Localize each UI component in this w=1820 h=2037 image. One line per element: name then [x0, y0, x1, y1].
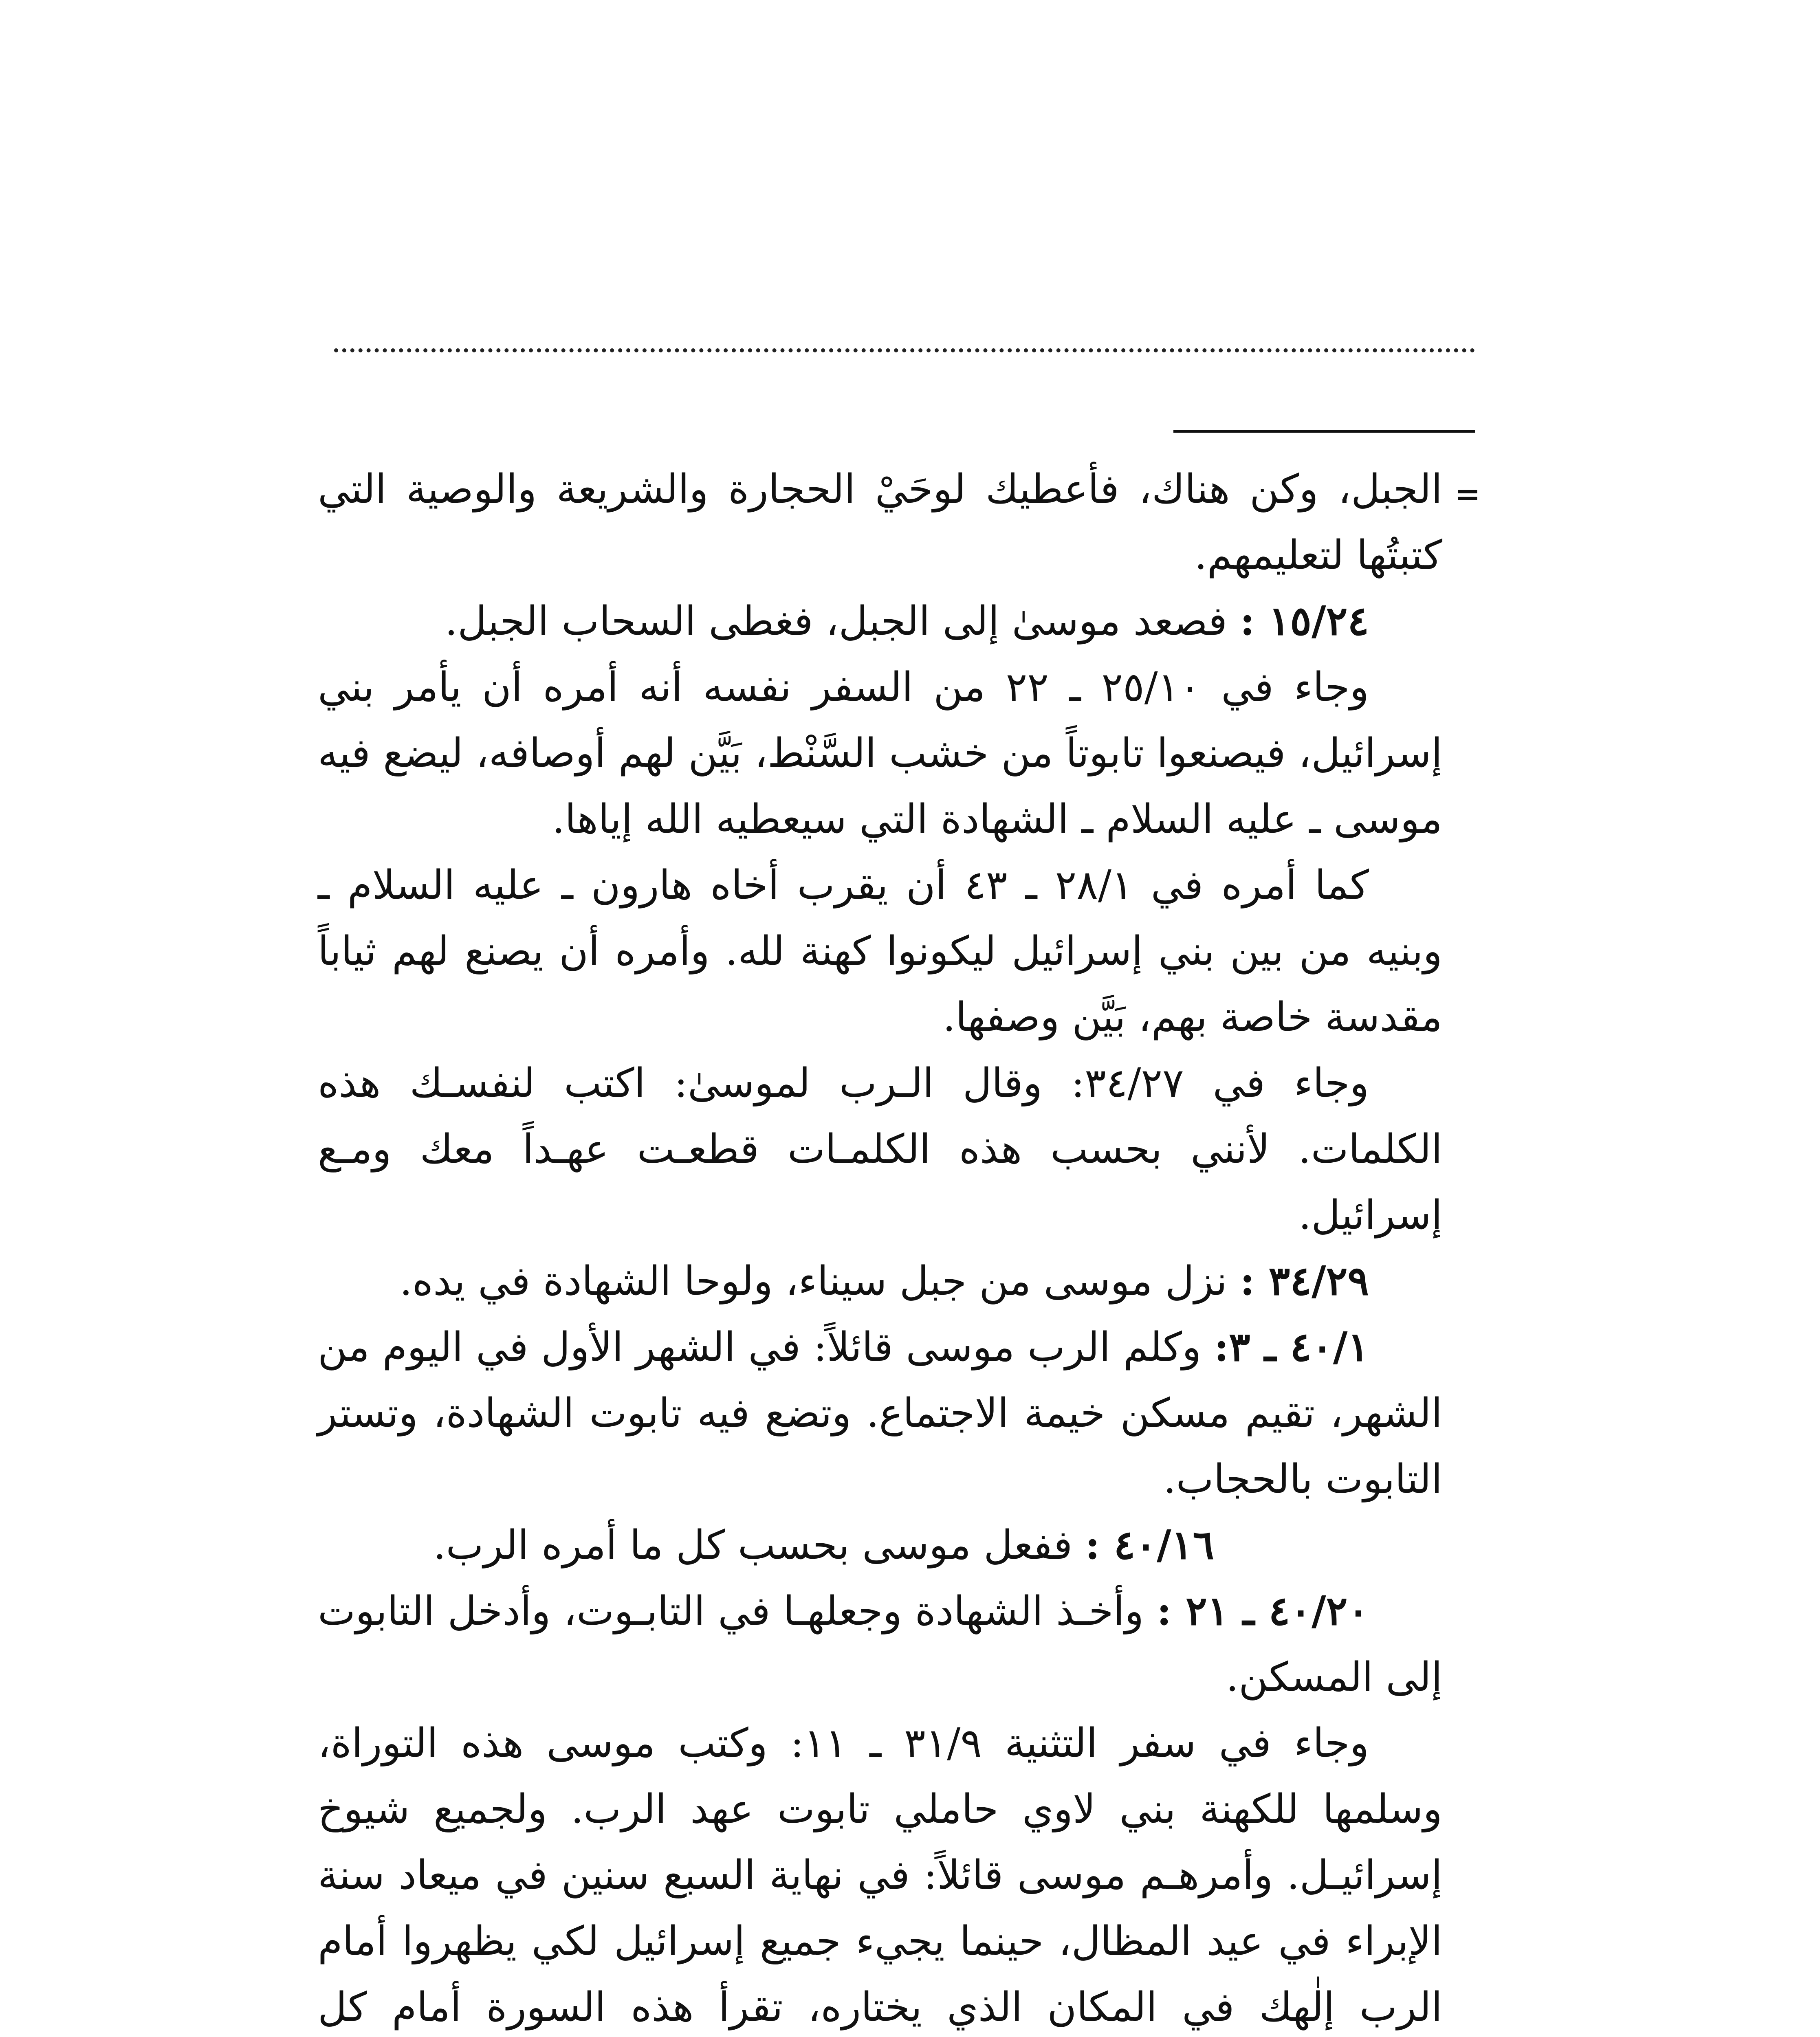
- footnote-rule: [1173, 430, 1475, 433]
- paragraph-text: كما أمره في ٢٨/١ ـ ٤٣ أن يقرب أخاه هارون ـ عليه السلام ـ وبنيه من بين بني إسرائيل ليكونوا كهنة لله. وأمره أن يصنع لهم ثياباً مقدسة خاصة بهم، بَيَّن وصفها.: [318, 862, 1442, 1040]
- paragraph: [318, 1314, 1442, 1512]
- paragraph: [318, 654, 1442, 852]
- paragraph: [318, 1710, 1442, 2037]
- paragraph: [318, 456, 1442, 588]
- paragraph: [318, 1050, 1442, 1248]
- verse-reference: ٣٤/٢٩ :: [1240, 1258, 1369, 1304]
- paragraph: [318, 588, 1442, 654]
- continuation-mark-top: =: [1455, 476, 1481, 512]
- paragraph-text: وكلم الرب موسى قائلاً: في الشهر الأول في اليوم من الشهر، تقيم مسكن خيمة الاجتماع. وتضع فيه تابوت الشهادة، وتستر التابوت بالحجاب.: [318, 1324, 1442, 1502]
- paragraph: [318, 852, 1442, 1050]
- paragraph-text: وأخـذ الشهادة وجعلهـا في التابـوت، وأدخل التابوت إلى المسكن.: [318, 1588, 1442, 1700]
- verse-reference: ٤٠/١٦ :: [1085, 1522, 1214, 1568]
- paragraph: [318, 1578, 1442, 1710]
- paragraph: [318, 1248, 1442, 1314]
- paragraph-text: فصعد موسىٰ إلى الجبل، فغطى السحاب الجبل.: [445, 598, 1240, 645]
- paragraph-text: وجاء في ٣٤/٢٧: وقال الـرب لموسىٰ: اكتب لنفسـك هذه الكلمات. لأنني بحسب هذه الكلمـات قطعـت عهـداً معك ومـع إسرائيل.: [318, 1060, 1442, 1238]
- dotted-separator: [334, 348, 1475, 352]
- paragraph-text: الجبل، وكن هناك، فأعطيك لوحَيْ الحجارة والشريعة والوصية التي كتبتُها لتعليمهم.: [318, 466, 1442, 579]
- verse-reference: ١٥/٢٤ :: [1240, 598, 1369, 645]
- paragraph-text: ففعل موسى بحسب كل ما أمره الرب.: [433, 1522, 1085, 1568]
- footnote-body: [318, 456, 1442, 2037]
- paragraph-text: وجاء في سفر التثنية ٣١/٩ ـ ١١: وكتب موسى هذه التوراة، وسلمها للكهنة بني لاوي حاملي تابوت عهد الرب. ولجميع شيوخ إسرائيـل. وأمرهـم موسى قائلاً: في نهاية السبع سنين في ميعاد سنة الإبراء في عيد المظال، حينما يجيء جميع إسرائيل لكي يظهروا أمام الرب إلٰهك في المكان الذي يختاره، تقرأ هذه السورة أمام كل: [318, 1720, 1442, 2030]
- paragraph-text: نزل موسى من جبل سيناء، ولوحا الشهادة في يده.: [399, 1258, 1240, 1304]
- paragraph: [318, 1512, 1442, 1578]
- paragraph-text: وجاء في ٢٥/١٠ ـ ٢٢ من السفر نفسه أنه أمره أن يأمر بني إسرائيل، فيصنعوا تابوتاً من خشب السَّنْط، بَيَّن لهم أوصافه، ليضع فيه موسى ـ عليه السلام ـ الشهادة التي سيعطيه الله إياها.: [318, 664, 1442, 843]
- verse-reference: ٤٠/١ ـ ٣:: [1214, 1324, 1369, 1370]
- verse-reference: ٤٠/٢٠ ـ ٢١ :: [1157, 1588, 1369, 1634]
